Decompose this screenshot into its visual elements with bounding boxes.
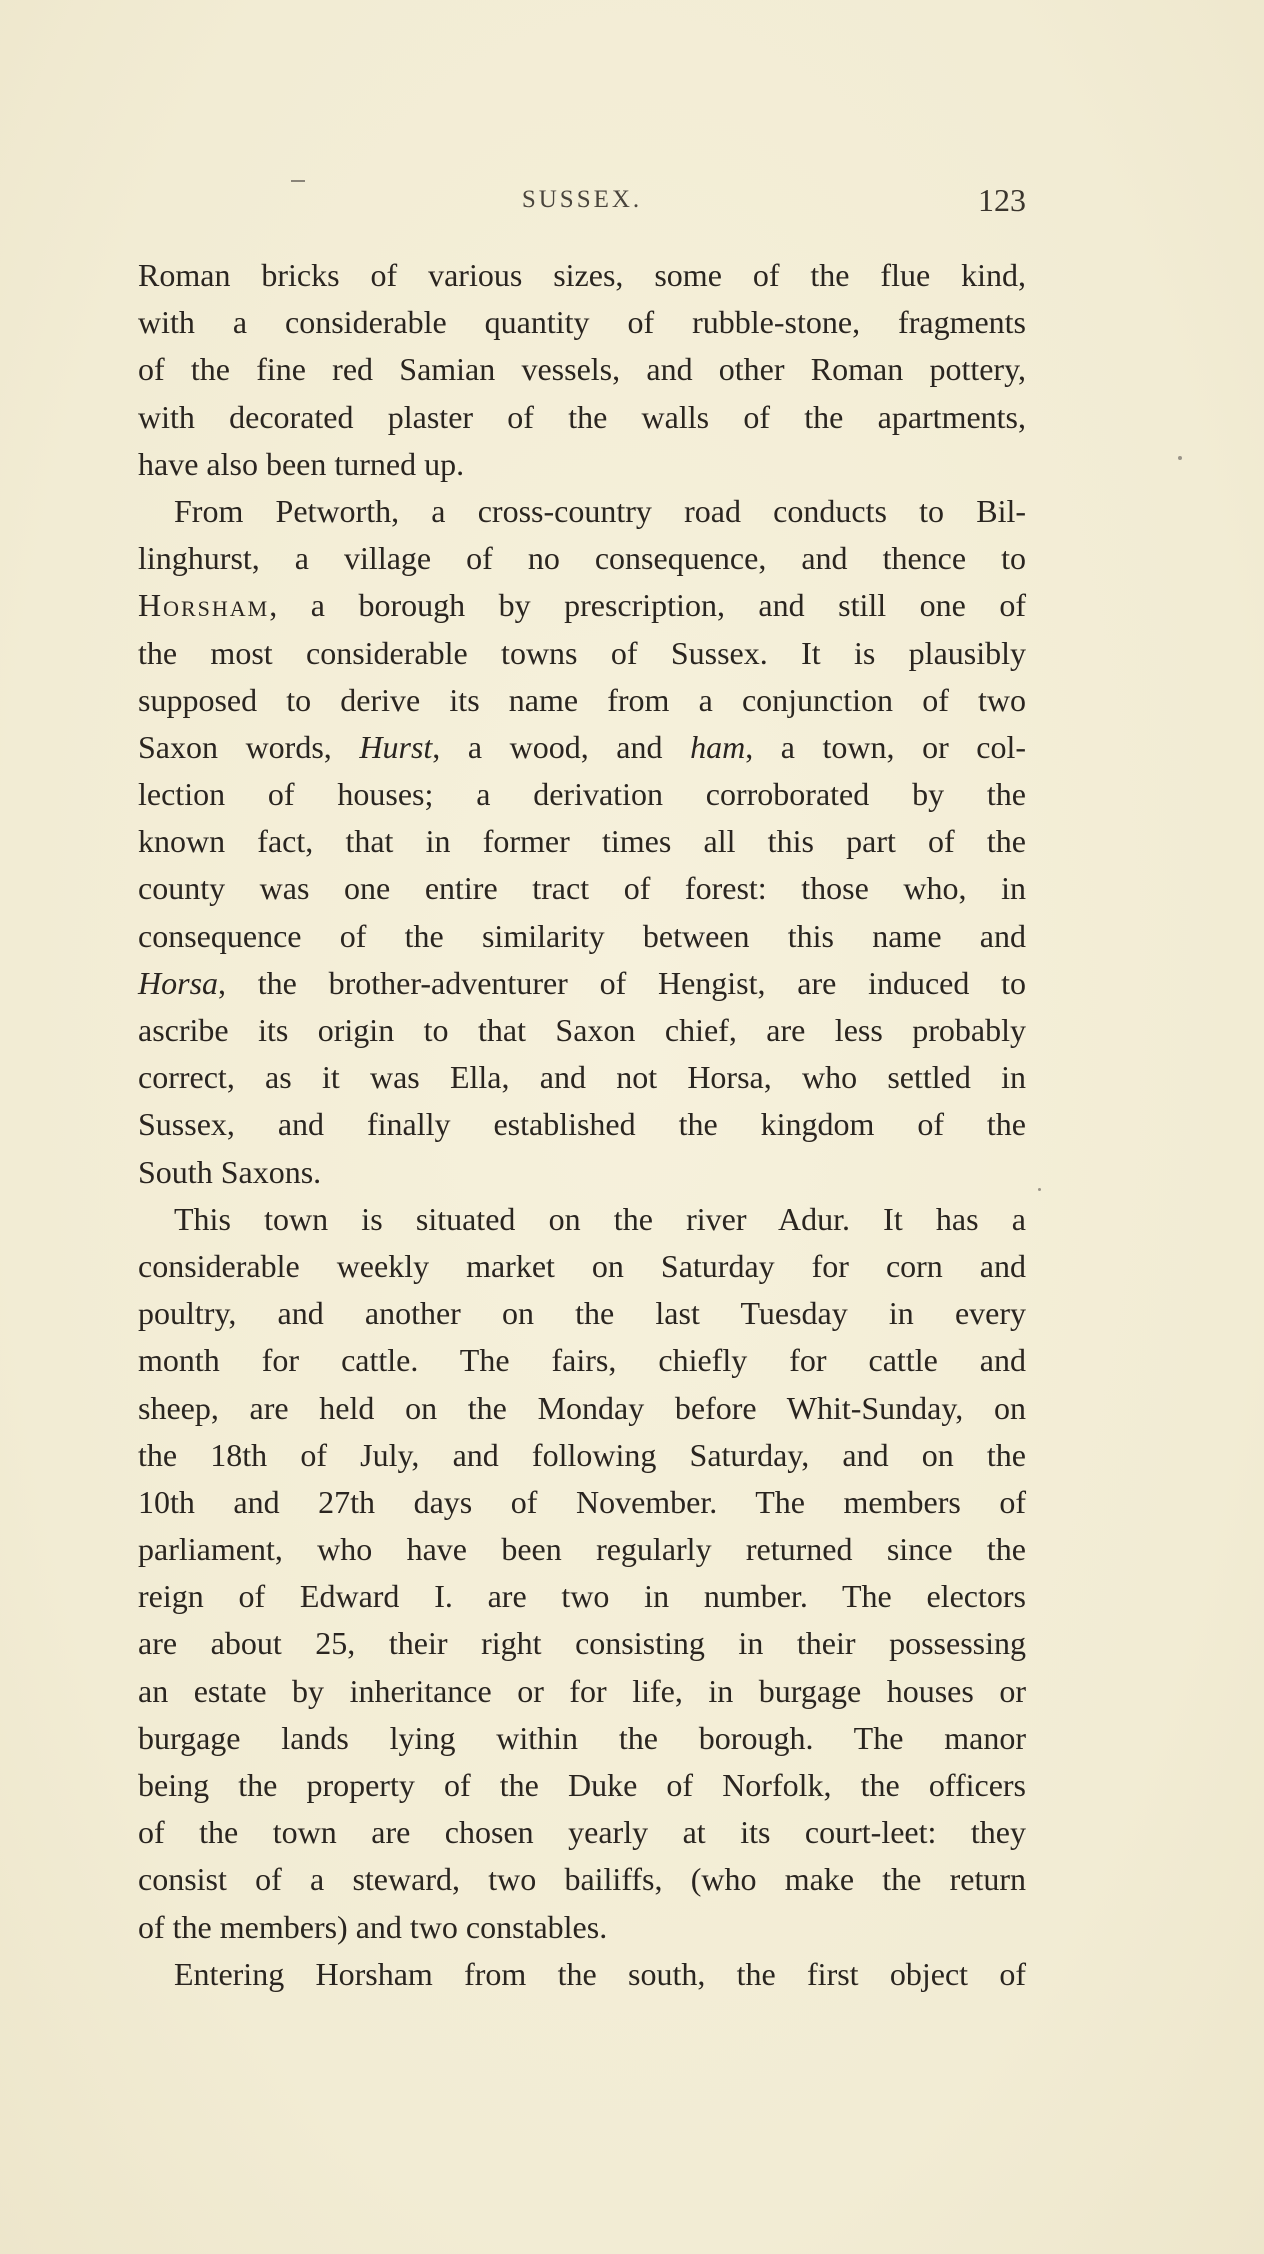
text-line: correct, as it was Ella, and not Horsa, who settled in bbox=[138, 1059, 1026, 1096]
text-fragment: , the brother-adventurer of Hengist, are induced to bbox=[218, 964, 1026, 1001]
term-horsa: Horsa bbox=[138, 964, 219, 1001]
text-line: are about 25, their right consisting in their possessing bbox=[138, 1625, 1026, 1662]
text-fragment: , a wood, and bbox=[432, 728, 663, 765]
text-line: county was one entire tract of forest: those who, in bbox=[138, 870, 1026, 907]
text-line: supposed to derive its name from a conjunction of two bbox=[138, 681, 1026, 718]
place-name-horsham: Horsham bbox=[138, 587, 270, 624]
text-line: lection of houses; a derivation corroborated by the bbox=[138, 776, 1026, 813]
text-line: being the property of the Duke of Norfolk, the officers bbox=[138, 1767, 1026, 1803]
text-line: parliament, who have been regularly returned since the bbox=[138, 1531, 1026, 1568]
paper-speck bbox=[1038, 1188, 1041, 1191]
text-line: South Saxons. bbox=[138, 1153, 322, 1190]
text-fragment: Saxon words, bbox=[138, 728, 332, 765]
text-line: 10th and 27th days of November. The members of bbox=[138, 1483, 1026, 1520]
text-line: of the fine red Samian vessels, and other Roman pottery, bbox=[138, 351, 1026, 388]
text-line: the 18th of July, and following Saturday, and on the bbox=[138, 1436, 1026, 1473]
text-line: month for cattle. The fairs, chiefly for cattle and bbox=[138, 1342, 1026, 1379]
text-line: of the members) and two constables. bbox=[138, 1908, 608, 1945]
text-fragment: , a borough by prescription, and still one of bbox=[269, 587, 1026, 624]
text-line: have also been turned up. bbox=[138, 445, 465, 482]
text-line: known fact, that in former times all this part of the bbox=[138, 823, 1026, 860]
page-number: 123 bbox=[978, 182, 1026, 218]
text-line: consist of a steward, two bailiffs, (who make the return bbox=[138, 1861, 1026, 1898]
text-line bbox=[138, 724, 1026, 771]
text-line bbox=[138, 960, 1026, 1007]
text-line: Roman bricks of various sizes, some of the flue kind, bbox=[138, 257, 1026, 293]
text-line: This town is situated on the river Adur. It has a bbox=[174, 1200, 1026, 1237]
text-line: with a considerable quantity of rubble-stone, fragments bbox=[138, 304, 1026, 341]
page-header bbox=[138, 182, 1026, 230]
text-line: the most considerable towns of Sussex. It is plausibly bbox=[138, 634, 1026, 671]
text-line: From Petworth, a cross-country road conducts to Bil- bbox=[174, 492, 1026, 529]
text-line: of the town are chosen yearly at its court-leet: they bbox=[138, 1814, 1026, 1851]
text-line: an estate by inheritance or for life, in burgage houses or bbox=[138, 1672, 1026, 1709]
text-line bbox=[138, 582, 1026, 629]
text-line: Entering Horsham from the south, the first object of bbox=[174, 1955, 1026, 1992]
header-mark bbox=[291, 180, 305, 182]
paper-speck bbox=[1178, 456, 1182, 460]
text-line: sheep, are held on the Monday before Whit-Sunday, on bbox=[138, 1389, 1026, 1426]
body-text bbox=[138, 252, 1026, 1998]
running-head: SUSSEX. bbox=[521, 186, 643, 213]
text-line: poultry, and another on the last Tuesday in every bbox=[138, 1295, 1026, 1332]
text-line: ascribe its origin to that Saxon chief, are less probably bbox=[138, 1012, 1026, 1048]
text-line: consequence of the similarity between this name and bbox=[138, 917, 1026, 954]
term-ham: ham bbox=[690, 728, 746, 765]
text-line: Sussex, and finally established the kingdom of the bbox=[138, 1106, 1026, 1143]
text-line: considerable weekly market on Saturday for corn and bbox=[138, 1247, 1026, 1284]
text-fragment: , a town, or col- bbox=[745, 728, 1027, 765]
term-hurst: Hurst bbox=[359, 728, 433, 765]
text-line: reign of Edward I. are two in number. The electors bbox=[138, 1578, 1026, 1615]
text-line: with decorated plaster of the walls of the apartments, bbox=[138, 398, 1026, 435]
text-line: burgage lands lying within the borough. The manor bbox=[138, 1719, 1026, 1756]
text-line: linghurst, a village of no consequence, and thence to bbox=[138, 540, 1026, 577]
